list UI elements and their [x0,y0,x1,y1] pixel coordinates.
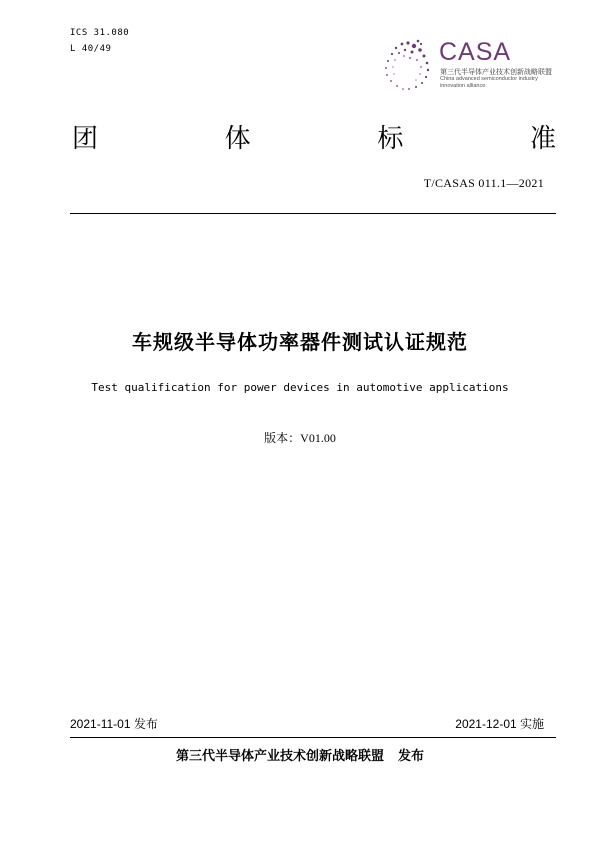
logo-english-name-line1: China advanced semiconductor industry [440,76,538,82]
document-title-en: Test qualification for power devices in automotive applications [91,381,509,394]
implementation-date: 2021-12-01 实施 [455,717,544,731]
top-divider [70,213,556,214]
publisher-line [0,745,600,764]
logo-english-name-line2: innovation alliance [440,83,486,89]
classification-code: L 40/49 [70,44,112,54]
publish-date: 2021-11-01 发布 [70,717,158,731]
ics-code: ICS 31.080 [70,28,130,38]
document-title-cn: 车规级半导体功率器件测试认证规范 [132,332,468,354]
casa-logo [374,34,564,92]
standard-type-heading [72,118,556,155]
publisher-action: 发布 [398,748,425,763]
casa-logo-mark-icon [374,34,438,92]
publisher-name: 第三代半导体产业技术创新战略联盟 [175,748,384,763]
standard-code: T/CASAS 011.1—2021 [423,176,544,190]
standard-type-char: 团 [72,124,99,153]
logo-wordmark: CASA [439,38,512,66]
standard-type-char: 准 [529,124,556,153]
bottom-divider [70,737,556,738]
version-label: 版本：V01.00 [264,431,336,445]
standard-type-char: 体 [224,124,251,153]
logo-chinese-name: 第三代半导体产业技术创新战略联盟 [440,69,552,76]
standard-type-char: 标 [377,124,404,153]
